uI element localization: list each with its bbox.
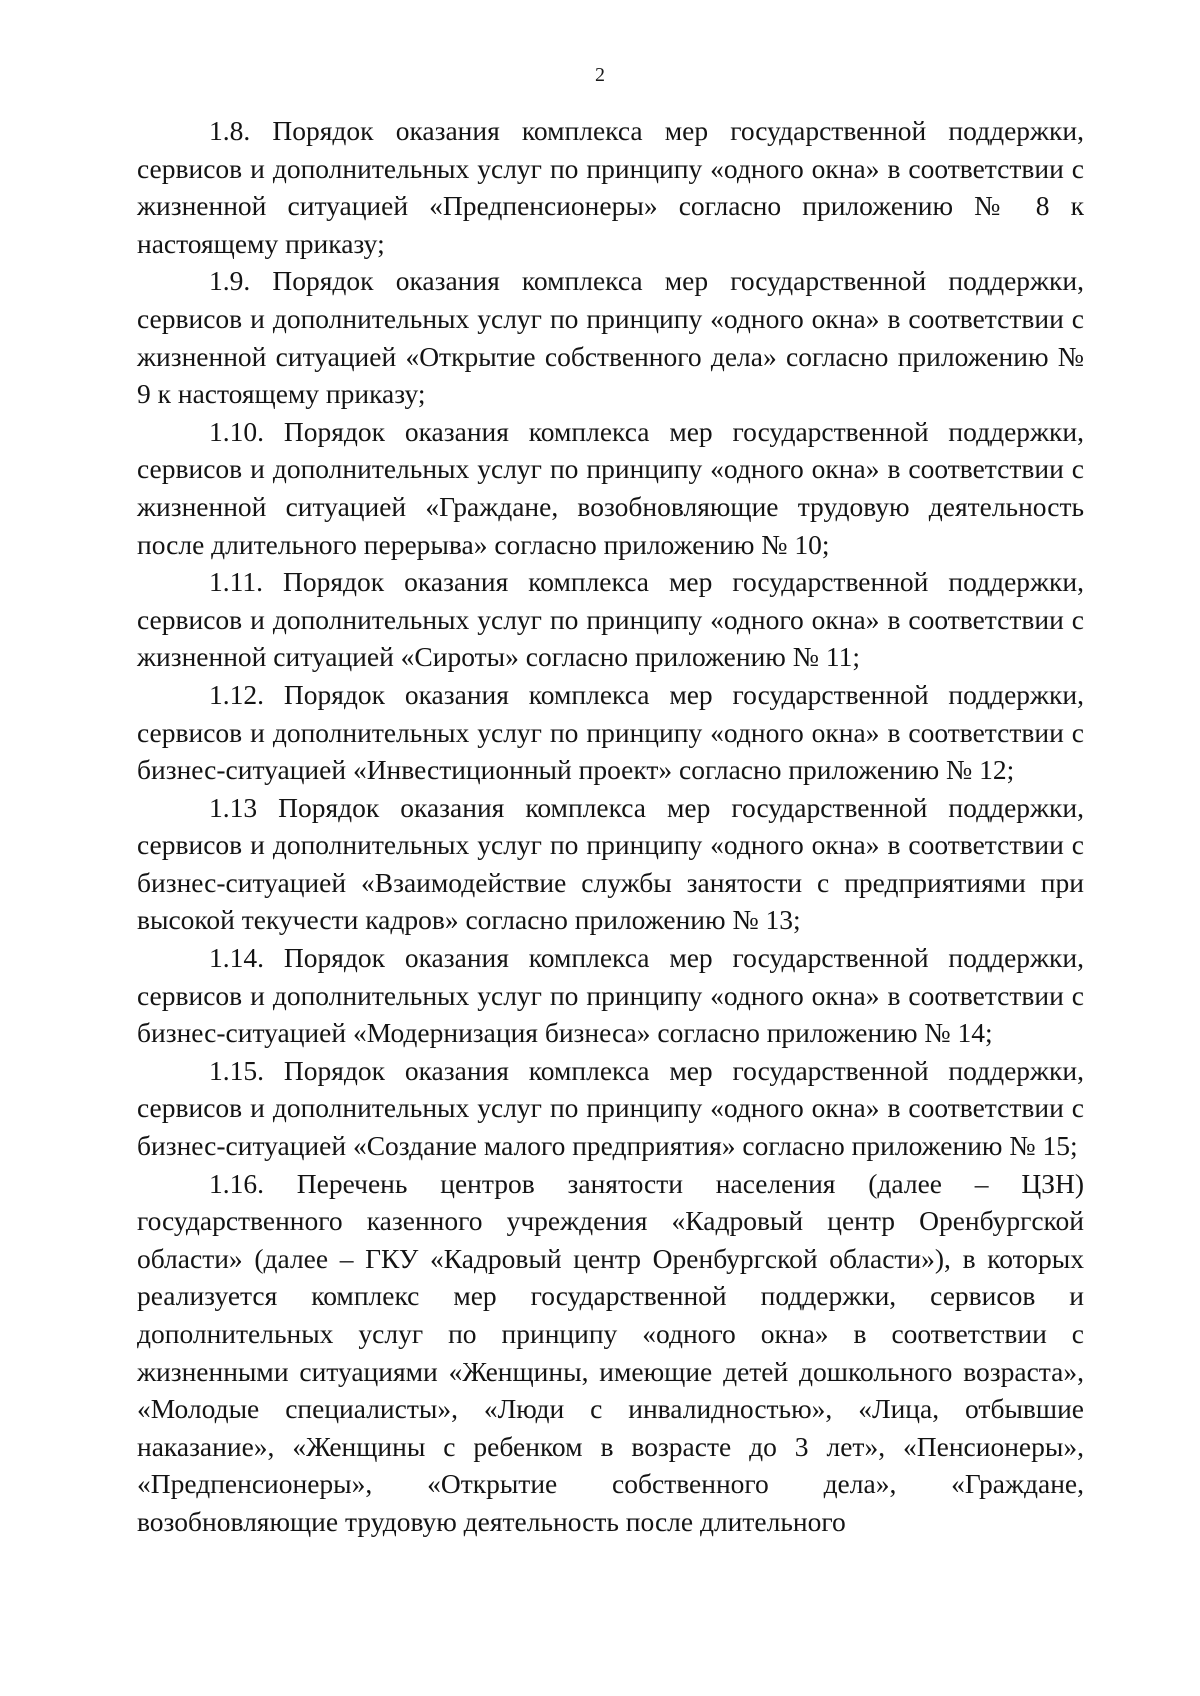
document-body: [137, 112, 1084, 1541]
paragraph-1-10: 1.10. Порядок оказания комплекса мер государственной поддержки, сервисов и дополнительных услуг по принципу «одного окна» в соответствии с жизненной ситуацией «Граждане, возобновляющие трудовую деятельность после длительного перерыва» согласно приложению № 10;: [137, 415, 1084, 560]
paragraph-1-9: 1.9. Порядок оказания комплекса мер государственной поддержки, сервисов и дополнительных услуг по принципу «одного окна» в соответствии с жизненной ситуацией «Открытие собственного дела» согласно приложению № 9 к настоящему приказу;: [137, 265, 1084, 410]
page-number: 2: [595, 64, 605, 86]
paragraph-1-11: 1.11. Порядок оказания комплекса мер государственной поддержки, сервисов и дополнительных услуг по принципу «одного окна» в соответствии с жизненной ситуацией «Сироты» согласно приложению № 11;: [137, 566, 1084, 673]
paragraph-1-13: 1.13 Порядок оказания комплекса мер государственной поддержки, сервисов и дополнительных услуг по принципу «одного окна» в соответствии с бизнес-ситуацией «Взаимодействие службы занятости с предприятиями при высокой текучести кадров» согласно приложению № 13;: [137, 791, 1084, 936]
paragraph-1-15: 1.15. Порядок оказания комплекса мер государственной поддержки, сервисов и дополнительных услуг по принципу «одного окна» в соответствии с бизнес-ситуацией «Создание малого предприятия» согласно приложению № 15;: [137, 1054, 1084, 1162]
paragraph-1-8: 1.8. Порядок оказания комплекса мер государственной поддержки, сервисов и дополнительных услуг по принципу «одного окна» в соответствии с жизненной ситуацией «Предпенсионеры» согласно приложению № 8 к настоящему приказу;: [137, 115, 1084, 259]
paragraph-1-16: 1.16. Перечень центров занятости населения (далее – ЦЗН) государственного казенного учреждения «Кадровый центр Оренбургской области» (далее – ГКУ «Кадровый центр Оренбургской области»), в которых реализуется комплекс мер государственной поддержки, сервисов и дополнительных услуг по принципу «одного окна» в соответствии с жизненными ситуациями «Женщины, имеющие детей дошкольного возраста», «Молодые специалисты», «Люди с инвалидностью», «Лица, отбывшие наказание», «Женщины с ребенком в возрасте до 3 лет», «Пенсионеры», «Предпенсионеры», «Открытие собственного дела», «Граждане, возобновляющие трудовую деятельность после длительного: [137, 1167, 1084, 1537]
paragraph-1-14: 1.14. Порядок оказания комплекса мер государственной поддержки, сервисов и дополнительных услуг по принципу «одного окна» в соответствии с бизнес-ситуацией «Модернизация бизнеса» согласно приложению № 14;: [137, 942, 1084, 1049]
paragraph-1-12: 1.12. Порядок оказания комплекса мер государственной поддержки, сервисов и дополнительных услуг по принципу «одного окна» в соответствии с бизнес-ситуацией «Инвестиционный проект» согласно приложению № 12;: [137, 678, 1084, 786]
